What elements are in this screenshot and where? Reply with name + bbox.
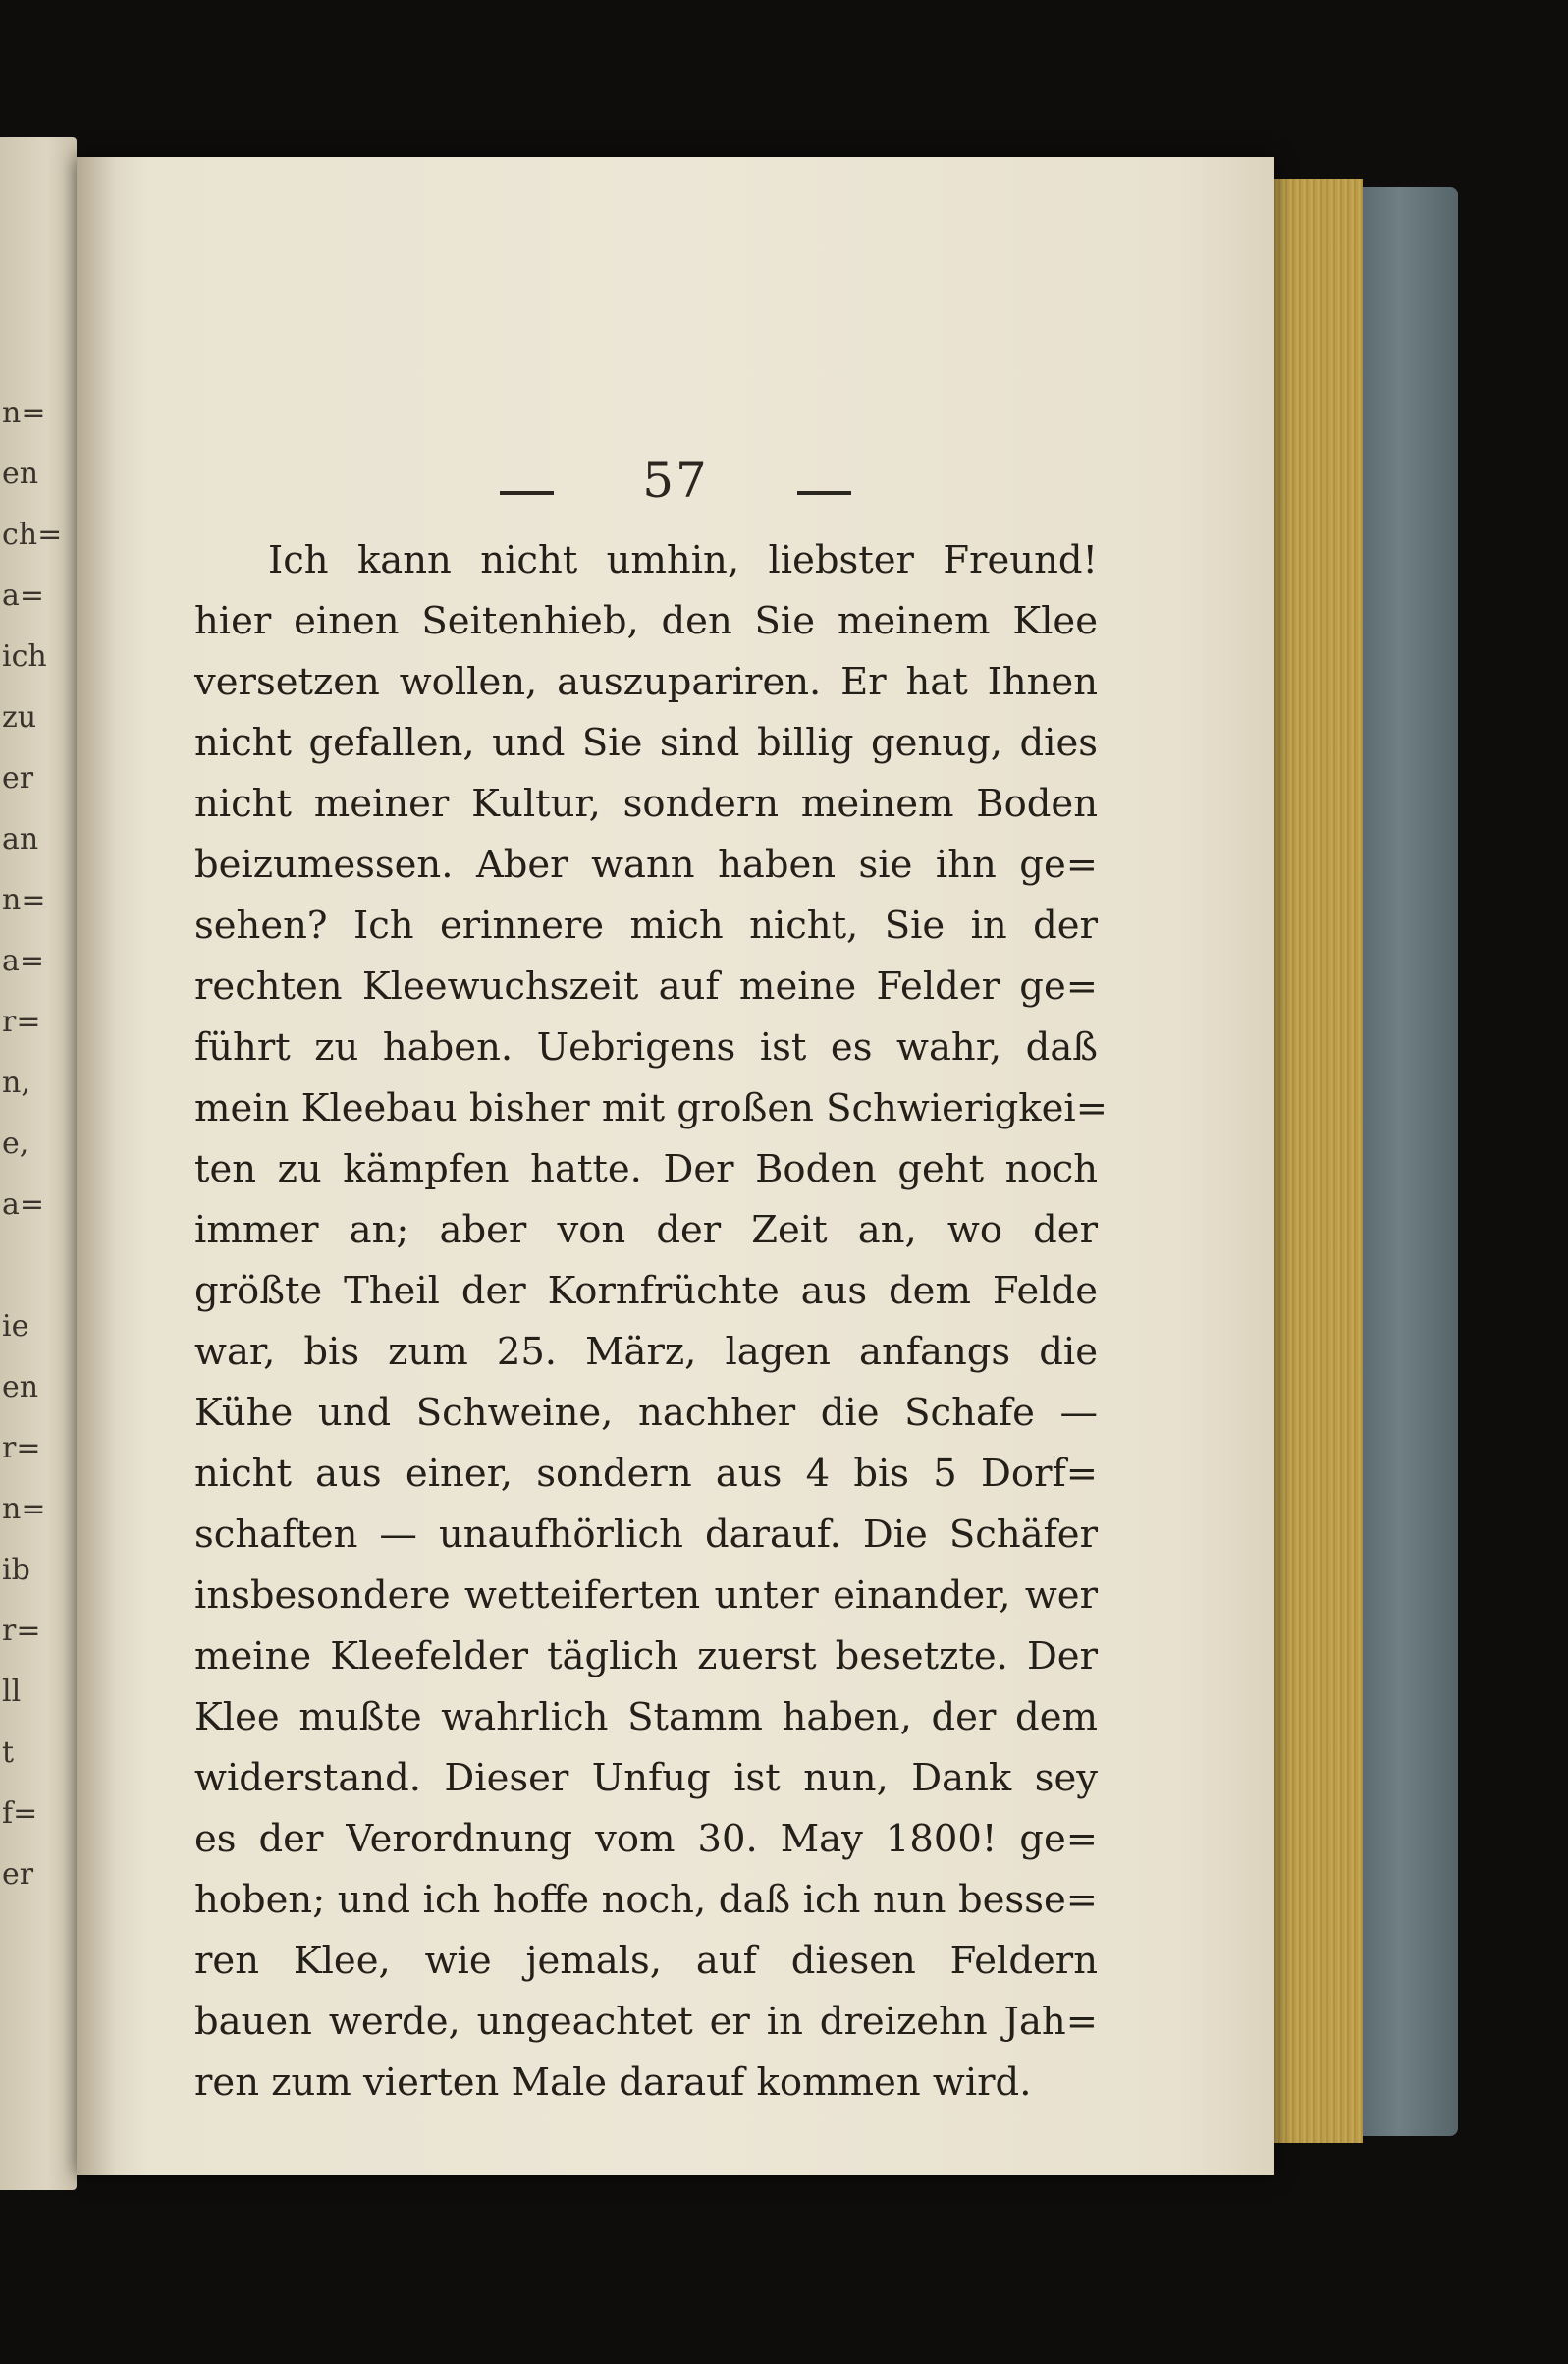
text-line: führt zu haben. Uebrigens ist es wahr, daß <box>194 1025 1098 1070</box>
fragment: er <box>2 761 34 796</box>
fragment: n= <box>2 1492 46 1526</box>
text-line: nicht meiner Kultur, sondern meinem Boden <box>194 782 1098 826</box>
text-line: nicht aus einer, sondern aus 4 bis 5 Dorf= <box>194 1452 1098 1496</box>
fragment: ll <box>2 1675 22 1709</box>
text-line: Kühe und Schweine, nachher die Schafe — <box>194 1391 1098 1435</box>
fragment: r= <box>2 1005 41 1039</box>
text-line: Klee mußte wahrlich Stamm haben, der dem <box>194 1695 1098 1739</box>
fragment: f= <box>2 1796 38 1831</box>
fragment: e, <box>2 1127 29 1161</box>
text-line: meine Kleefelder täglich zuerst besetzte. Der <box>194 1634 1098 1678</box>
text-line: ren Klee, wie jemals, auf diesen Feldern <box>194 1939 1098 1983</box>
book-page <box>77 157 1274 2175</box>
text-line: widerstand. Dieser Unfug ist nun, Dank sey <box>194 1756 1098 1800</box>
header-dash-left <box>500 491 554 495</box>
fragment: er <box>2 1857 34 1892</box>
book-cover-edge <box>1360 187 1458 2136</box>
fragment: zu <box>2 700 37 735</box>
text-line: rechten Kleewuchszeit auf meine Felder ge= <box>194 964 1098 1009</box>
text-line: hoben; und ich hoffe noch, daß ich nun besse= <box>194 1878 1098 1922</box>
page-header <box>77 452 1274 509</box>
fragment: a= <box>2 1187 45 1222</box>
page-block-edge <box>1274 179 1363 2143</box>
previous-page-edge <box>0 137 77 2190</box>
fragment: ich <box>2 639 47 674</box>
fragment: ib <box>2 1553 30 1587</box>
fragment: ch= <box>2 518 63 552</box>
fragment: a= <box>2 578 45 613</box>
header-dash-right <box>797 491 851 495</box>
fragment: t <box>2 1735 15 1770</box>
text-line: bauen werde, ungeachtet er in dreizehn Jah= <box>194 2000 1098 2044</box>
previous-page-text-fragments <box>2 383 63 1905</box>
text-line: schaften — unaufhörlich darauf. Die Schäfer <box>194 1512 1098 1557</box>
fragment: r= <box>2 1431 41 1465</box>
fragment: en <box>2 457 39 491</box>
text-line: versetzen wollen, auszupariren. Er hat Ihnen <box>194 660 1098 704</box>
fragment: ie <box>2 1309 29 1344</box>
fragment: a= <box>2 944 45 978</box>
fragment: n= <box>2 396 46 430</box>
text-line: größte Theil der Kornfrüchte aus dem Felde <box>194 1269 1098 1313</box>
text-line: immer an; aber von der Zeit an, wo der <box>194 1208 1098 1252</box>
fragment: n= <box>2 883 46 917</box>
fragment: r= <box>2 1614 41 1648</box>
fragment <box>2 1236 41 1296</box>
text-line: ren zum vierten Male darauf kommen wird. <box>194 2061 1032 2105</box>
text-line: mein Kleebau bisher mit großen Schwierigkei= <box>194 1086 1108 1130</box>
text-line: Ich kann nicht umhin, liebster Freund! <box>268 538 1098 582</box>
text-line: es der Verordnung vom 30. May 1800! ge= <box>194 1817 1098 1861</box>
page-number: 57 <box>642 452 709 509</box>
text-line: nicht gefallen, und Sie sind billig genug, dies <box>194 721 1098 765</box>
fragment: en <box>2 1370 39 1404</box>
fragment: an <box>2 822 39 856</box>
text-line: war, bis zum 25. März, lagen anfangs die <box>194 1330 1098 1374</box>
text-line: hier einen Seitenhieb, den Sie meinem Klee <box>194 599 1098 643</box>
text-line: beizumessen. Aber wann haben sie ihn ge= <box>194 843 1098 887</box>
text-line: insbesondere wetteiferten unter einander, wer <box>194 1573 1098 1618</box>
text-line: ten zu kämpfen hatte. Der Boden geht noch <box>194 1147 1098 1191</box>
text-line: sehen? Ich erinnere mich nicht, Sie in der <box>194 904 1098 948</box>
body-text <box>194 530 1108 2114</box>
fragment: n, <box>2 1066 30 1100</box>
